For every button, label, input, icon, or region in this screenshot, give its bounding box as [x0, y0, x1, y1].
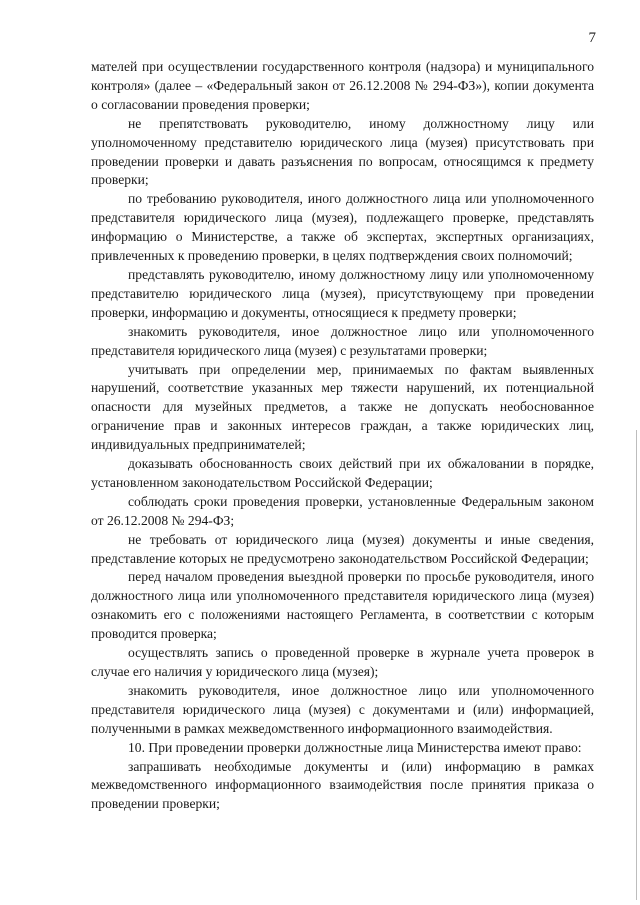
scan-edge-divider: [636, 430, 637, 900]
paragraph: не требовать от юридического лица (музея) документы и иные сведения, представление которых не предусмотрено законодательством Российской Федерации;: [91, 531, 594, 566]
paragraph: доказывать обоснованность своих действий при их обжаловании в порядке, установленном законодательством Российской Федерации;: [91, 456, 594, 490]
document-body: [91, 58, 594, 814]
paragraph: по требованию руководителя, иного должностного лица или уполномоченного представителя юридического лица (музея), подлежащего проверке, представлять информацию о Министерстве, а также об экспертах, экспертных организациях, привлеченных к проведению проверки, в целях подтверждения своих полномочий;: [91, 191, 594, 264]
paragraph: учитывать при определении мер, принимаемых по фактам выявленных нарушений, соответствие указанных мер тяжести нарушений, их потенциальной опасности для музейных предметов, а также не допускать необоснованное ограничение прав и законных интересов граждан, а также юридических лиц, индивидуальных предпринимателей;: [91, 361, 594, 453]
paragraph: запрашивать необходимые документы и (или) информацию в рамках межведомственного информационного взаимодействия после принятия приказа о проведении проверки;: [91, 758, 594, 812]
paragraph: мателей при осуществлении государственного контроля (надзора) и муниципального контроля» (далее – «Федеральный закон от 26.12.2008 № 294-ФЗ»), копии документа о согласовании проведения проверки;: [91, 59, 594, 112]
page-number: 7: [588, 30, 596, 46]
paragraph: перед началом проведения выездной проверки по просьбе руководителя, иного должностного лица или уполномоченного представителя юридического лица (музея) ознакомить его с положениями настоящего Регламента, в соответствии с которым проводится проверка;: [91, 569, 594, 642]
paragraph: знакомить руководителя, иное должностное лицо или уполномоченного представителя юридического лица (музея) с результатами проверки;: [91, 323, 594, 358]
paragraph-section-10: 10. При проведении проверки должностные лица Министерства имеют право:: [128, 739, 582, 755]
paragraph: представлять руководителю, иному должностному лицу или уполномоченному представителю юридического лица (музея), присутствующему при проведении проверки, информацию и документы, относящиеся к предмету проверки;: [91, 266, 594, 320]
paragraph: не препятствовать руководителю, иному должностному лицу или уполномоченному представителю юридического лица (музея) присутствовать при проведении проверки и давать разъяснения по вопросам, относящимся к предмету проверки;: [91, 115, 594, 188]
paragraph: соблюдать сроки проведения проверки, установленные Федеральным законом от 26.12.2008 № 294-ФЗ;: [91, 493, 594, 528]
paragraph: знакомить руководителя, иное должностное лицо или уполномоченного представителя юридического лица (музея) с документами и (или) информацией, полученными в рамках межведомственного информационного взаимодействия.: [91, 682, 594, 736]
paragraph: осуществлять запись о проведенной проверке в журнале учета проверок в случае его наличия у юридического лица (музея);: [91, 645, 594, 679]
